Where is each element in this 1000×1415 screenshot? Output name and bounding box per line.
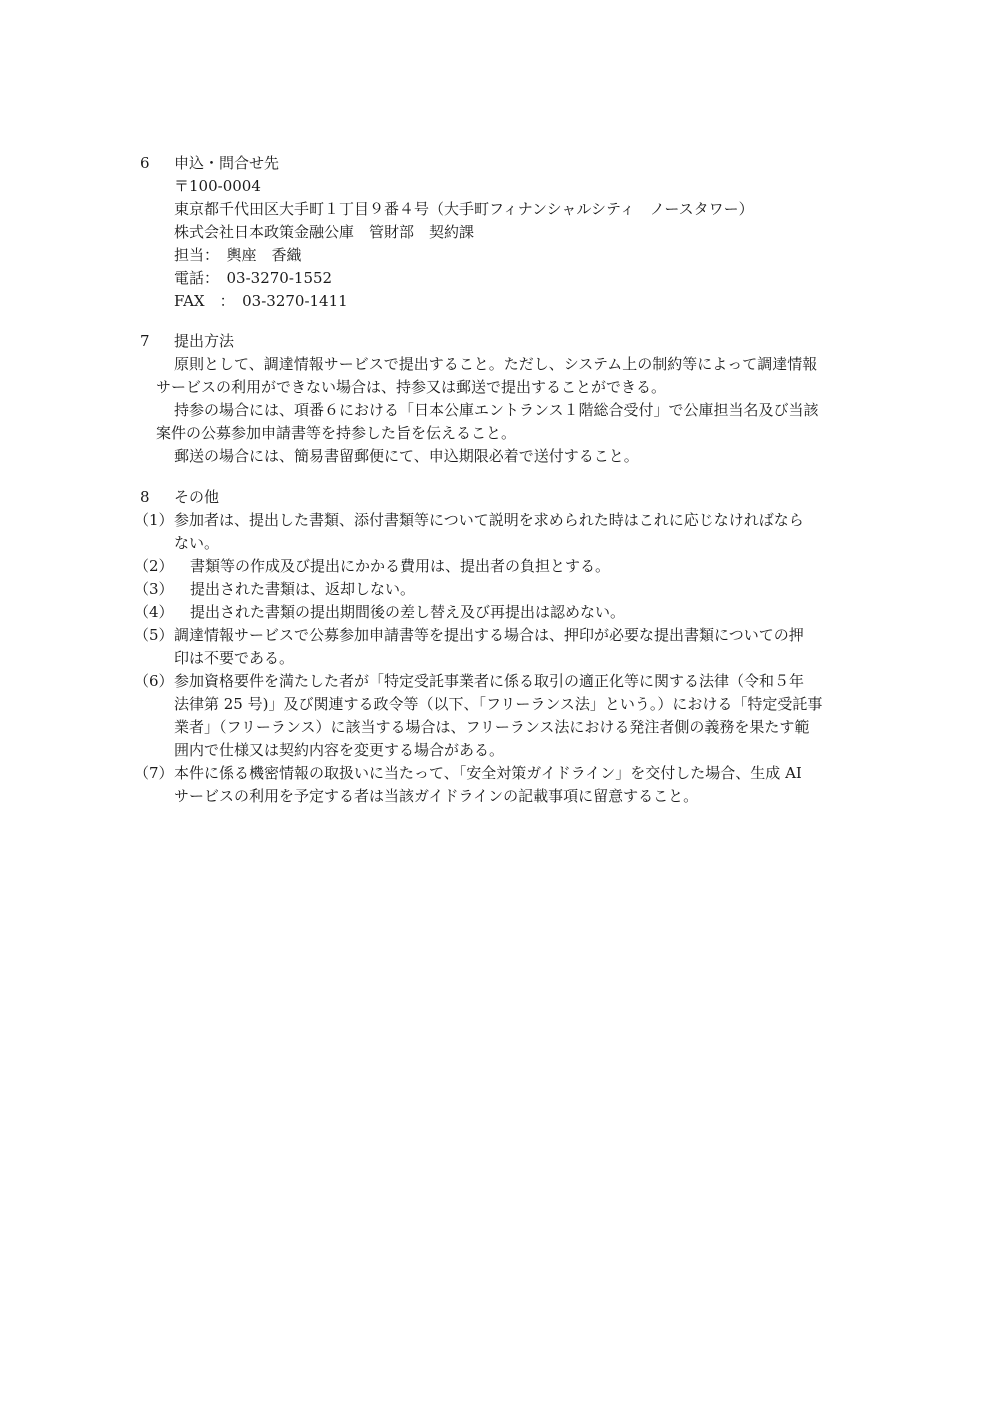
paragraph-line: 案件の公募参加申請書等を持参した旨を伝えること。 xyxy=(156,424,517,442)
list-item-label: （1） xyxy=(134,511,174,529)
postal-code: 〒100-0004 xyxy=(174,177,261,195)
contact-person: 担当： 輿座 香織 xyxy=(174,246,302,264)
list-item-text: 参加者は、提出した書類、添付書類等について説明を求められた時はこれに応じなければなら xyxy=(174,511,804,529)
list-item-text: ない。 xyxy=(174,534,220,552)
fax-number: FAX ： 03-3270-1411 xyxy=(174,292,348,310)
list-item-text: 調達情報サービスで公募参加申請書等を提出する場合は、押印が必要な提出書類についての押 xyxy=(174,626,804,644)
paragraph-line: 持参の場合には、項番６における「日本公庫エントランス１階総合受付」で公庫担当名及び当該 xyxy=(174,401,819,419)
list-item-label: （3） xyxy=(134,580,174,598)
section-title: 提出方法 xyxy=(174,332,235,350)
list-item-text: 本件に係る機密情報の取扱いに当たって、「安全対策ガイドライン」を交付した場合、生成 AI xyxy=(174,764,802,782)
section-number: 6 xyxy=(140,154,150,172)
list-item-label: （4） xyxy=(134,603,174,621)
phone-number: 電話： 03-3270-1552 xyxy=(174,269,333,287)
list-item-text: 囲内で仕様又は契約内容を変更する場合がある。 xyxy=(174,741,505,759)
paragraph-line: サービスの利用ができない場合は、持参又は郵送で提出することができる。 xyxy=(156,378,667,396)
section-number: 8 xyxy=(140,488,150,506)
list-item-text: 提出された書類の提出期間後の差し替え及び再提出は認めない。 xyxy=(190,603,626,621)
list-item-text: 参加資格要件を満たした者が「特定受託事業者に係る取引の適正化等に関する法律（令和５年 xyxy=(174,672,805,690)
list-item-text: 法律第 25 号)」及び関連する政令等（以下、「フリーランス法」という。）における「特定受託事 xyxy=(174,695,823,713)
address: 東京都千代田区大手町１丁目９番４号（大手町フィナンシャルシティ ノースタワー） xyxy=(174,200,754,218)
list-item-label: （2） xyxy=(134,557,174,575)
list-item-label: （5） xyxy=(134,626,174,644)
section-number: 7 xyxy=(140,332,150,350)
section-title: 申込・問合せ先 xyxy=(174,154,280,172)
section-title: その他 xyxy=(174,488,220,506)
list-item-text: 書類等の作成及び提出にかかる費用は、提出者の負担とする。 xyxy=(190,557,611,575)
list-item-text: 提出された書類は、返却しない。 xyxy=(190,580,416,598)
paragraph-line: 郵送の場合には、簡易書留郵便にて、申込期限必着で送付すること。 xyxy=(174,447,639,465)
list-item-text: サービスの利用を予定する者は当該ガイドラインの記載事項に留意すること。 xyxy=(174,787,699,805)
list-item-text: 印は不要である。 xyxy=(174,649,295,667)
organization: 株式会社日本政策金融公庫 管財部 契約課 xyxy=(174,223,475,241)
paragraph-line: 原則として、調達情報サービスで提出すること。ただし、システム上の制約等によって調達情報 xyxy=(174,355,818,373)
list-item-text: 業者」（フリーランス）に該当する場合は、フリーランス法における発注者側の義務を果たす範 xyxy=(174,718,810,736)
list-item-label: （7） xyxy=(134,764,174,782)
list-item-label: （6） xyxy=(134,672,174,690)
